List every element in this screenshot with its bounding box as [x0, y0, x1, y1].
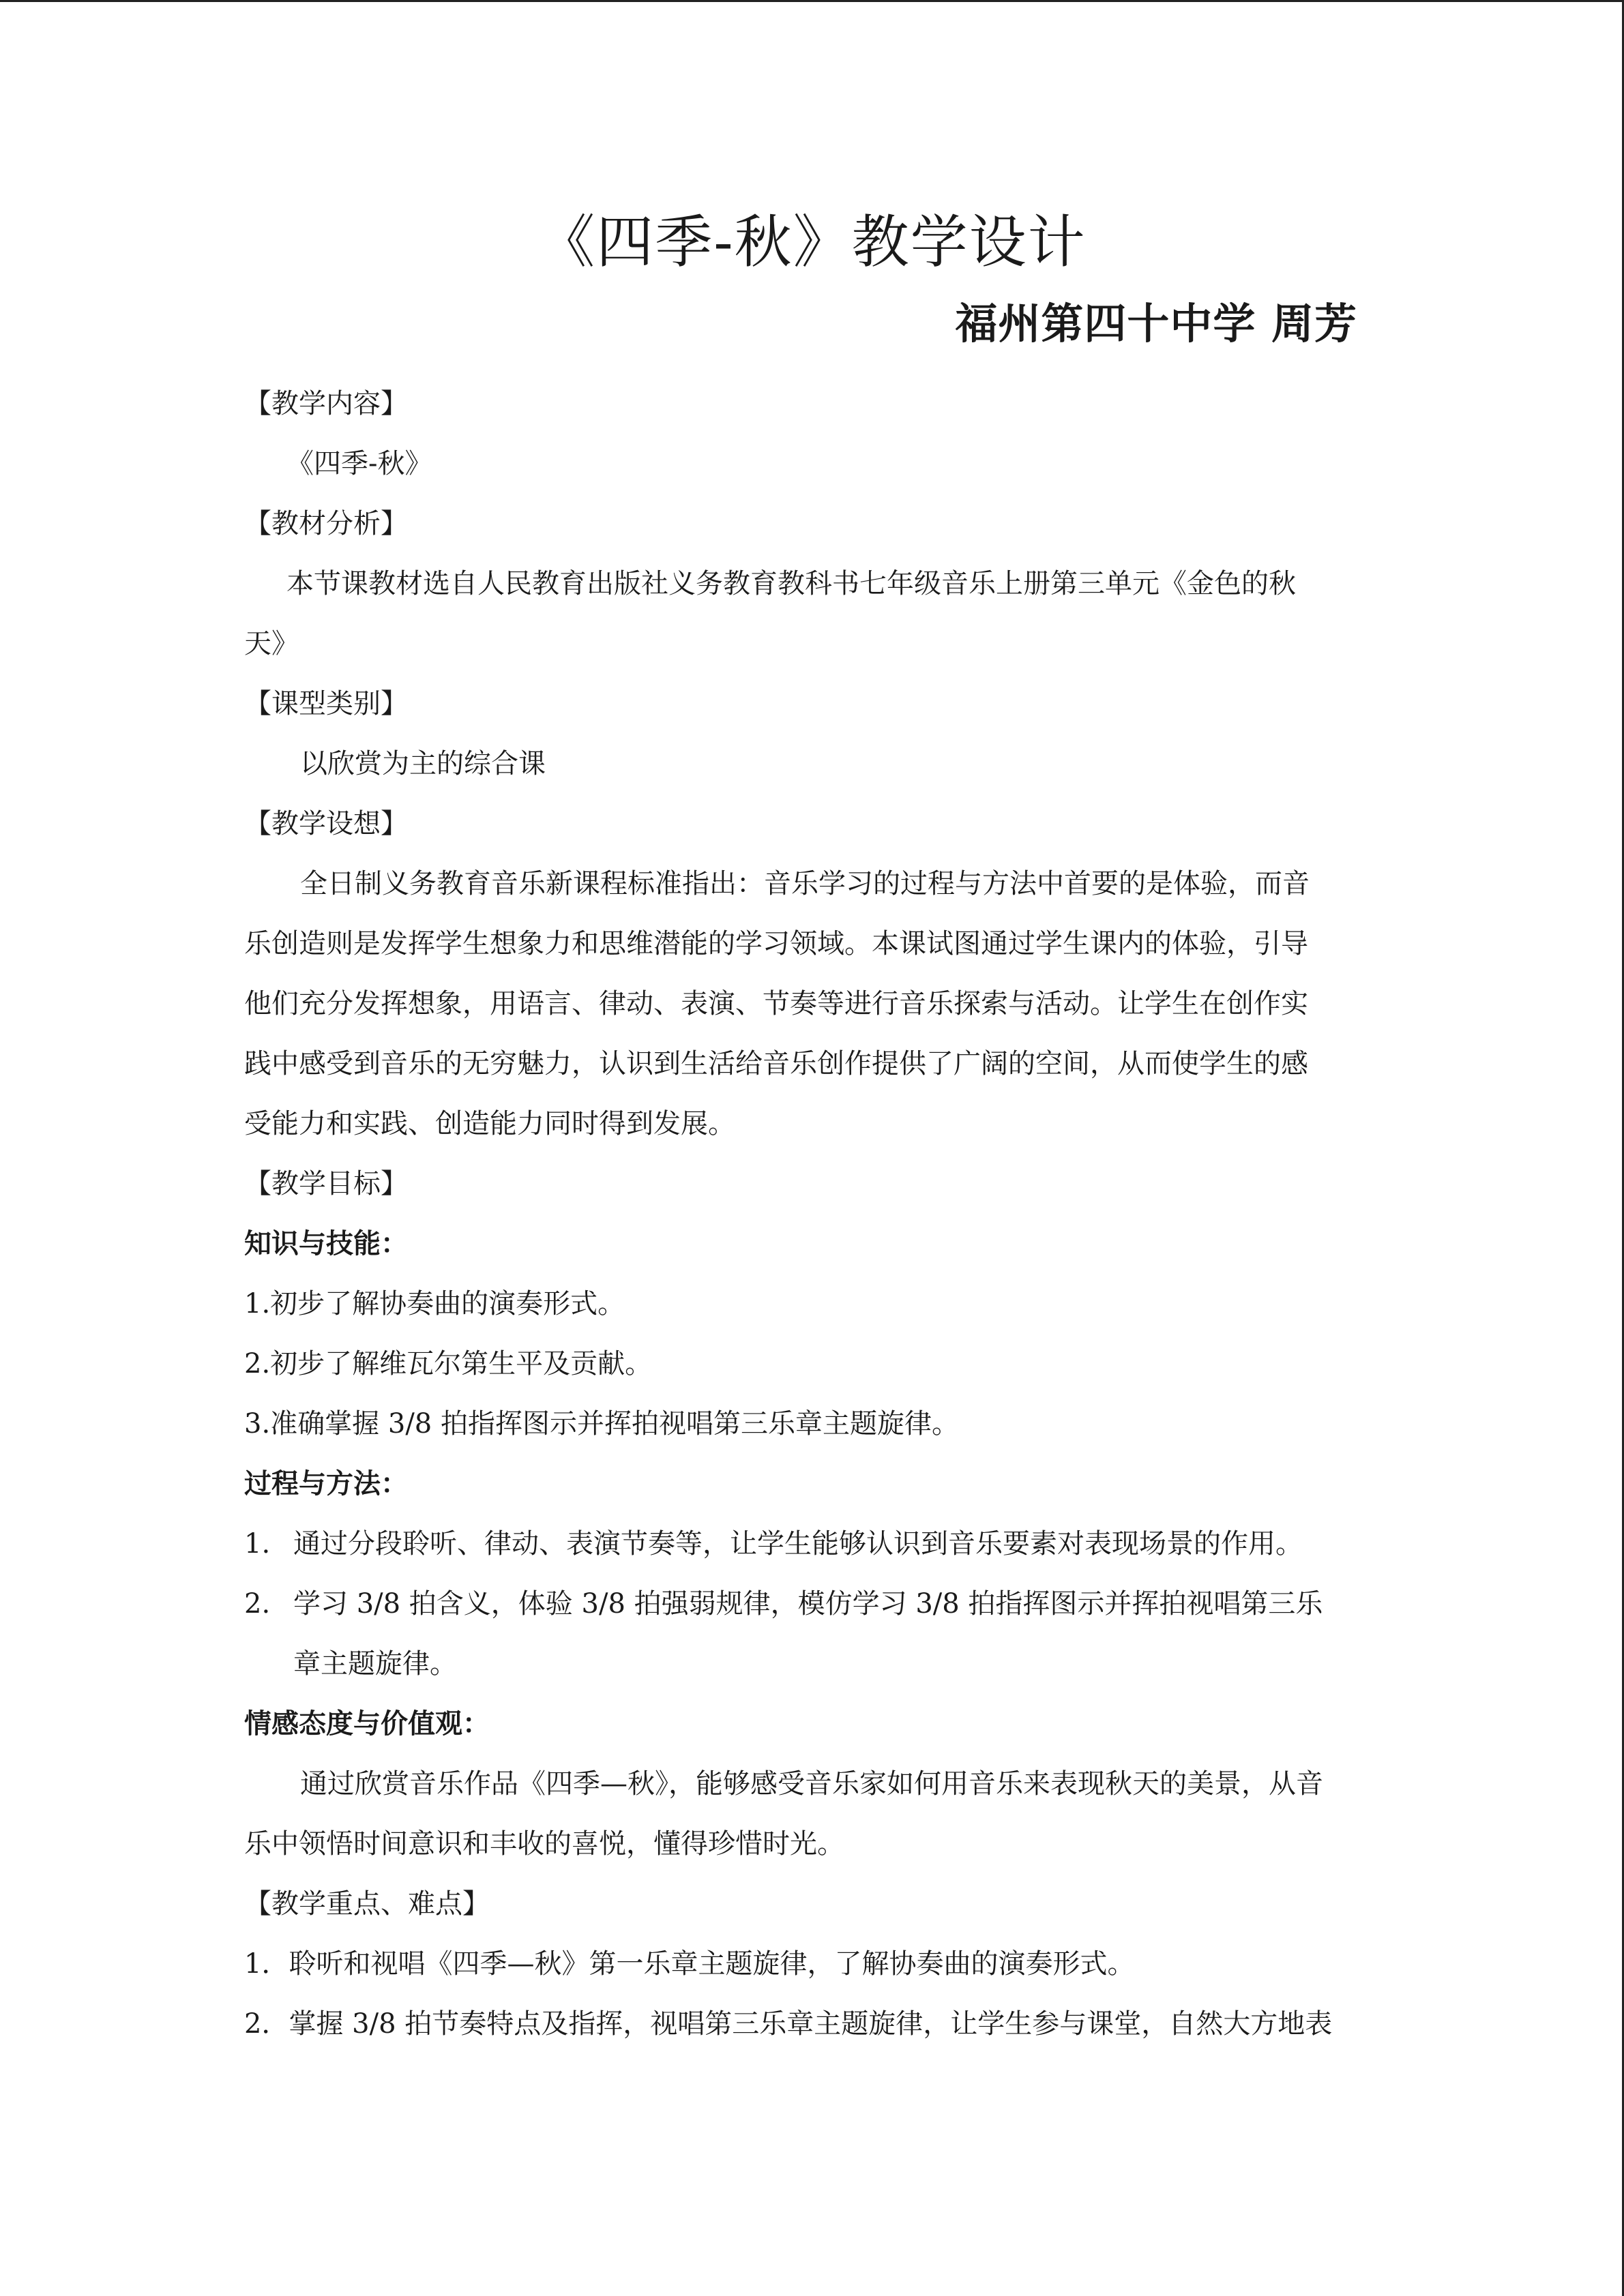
document-title: 《四季-秋》教学设计	[537, 209, 1087, 275]
knowledge-item: 3.准确掌握 3/8 拍指挥图示并挥拍视唱第三乐章主题旋律。	[244, 1408, 959, 1440]
content-text: 《四季-秋》	[286, 448, 432, 479]
knowledge-item: 2.初步了解维瓦尔第生平及贡献。	[244, 1348, 653, 1380]
section-heading-key-points: 【教学重点、难点】	[244, 1888, 490, 1920]
idea-line: 受能力和实践、创造能力同时得到发展。	[244, 1108, 735, 1139]
page-border-top	[0, 0, 1624, 2]
emotion-line: 乐中领悟时间意识和丰收的喜悦，懂得珍惜时光。	[244, 1828, 844, 1860]
process-item-number: 1.	[244, 1528, 271, 1560]
process-item-text: 通过分段聆听、律动、表演节奏等，让学生能够认识到音乐要素对表现场景的作用。	[293, 1528, 1303, 1560]
section-heading-goals: 【教学目标】	[244, 1168, 408, 1199]
knowledge-item: 1.初步了解协奏曲的演奏形式。	[244, 1288, 625, 1320]
key-point-item: 1．聆听和视唱《四季—秋》第一乐章主题旋律，了解协奏曲的演奏形式。	[244, 1948, 1135, 1980]
section-heading-analysis: 【教材分析】	[244, 508, 408, 539]
idea-line: 乐创造则是发挥学生想象力和思维潜能的学习领域。本课试图通过学生课内的体验，引导	[244, 928, 1308, 959]
idea-line: 全日制义务教育音乐新课程标准指出：音乐学习的过程与方法中首要的是体验，而音	[300, 868, 1310, 899]
type-text: 以欣赏为主的综合课	[300, 748, 546, 779]
key-point-item: 2．掌握 3/8 拍节奏特点及指挥，视唱第三乐章主题旋律，让学生参与课堂，自然大方地表	[244, 2008, 1333, 2040]
idea-line: 践中感受到音乐的无穷魅力，认识到生活给音乐创作提供了广阔的空间，从而使学生的感	[244, 1048, 1308, 1079]
subheading-emotion: 情感态度与价值观：	[244, 1708, 490, 1740]
process-item	[244, 1514, 1376, 1574]
process-item-text: 学习 3/8 拍含义，体验 3/8 拍强弱规律，模仿学习 3/8 拍指挥图示并挥拍视唱第三乐	[293, 1588, 1323, 1620]
analysis-line: 天》	[244, 628, 299, 659]
process-item-continuation: 章主题旋律。	[293, 1648, 457, 1680]
process-item-number: 2.	[244, 1588, 271, 1620]
document-author: 福州第四十中学 周芳	[955, 299, 1357, 348]
section-heading-type: 【课型类别】	[244, 688, 408, 719]
analysis-line: 本节课教材选自人民教育出版社义务教育教科书七年级音乐上册第三单元《金色的秋	[286, 568, 1296, 599]
emotion-line: 通过欣赏音乐作品《四季—秋》，能够感受音乐家如何用音乐来表现秋天的美景，从音	[300, 1768, 1323, 1800]
section-heading-idea: 【教学设想】	[244, 808, 408, 839]
section-heading-content: 【教学内容】	[244, 388, 408, 419]
subheading-process: 过程与方法：	[244, 1467, 408, 1500]
document-body	[244, 374, 1376, 2054]
idea-line: 他们充分发挥想象，用语言、律动、表演、节奏等进行音乐探索与活动。让学生在创作实	[244, 988, 1308, 1019]
subheading-knowledge: 知识与技能：	[244, 1227, 408, 1259]
process-item	[244, 1574, 1376, 1634]
